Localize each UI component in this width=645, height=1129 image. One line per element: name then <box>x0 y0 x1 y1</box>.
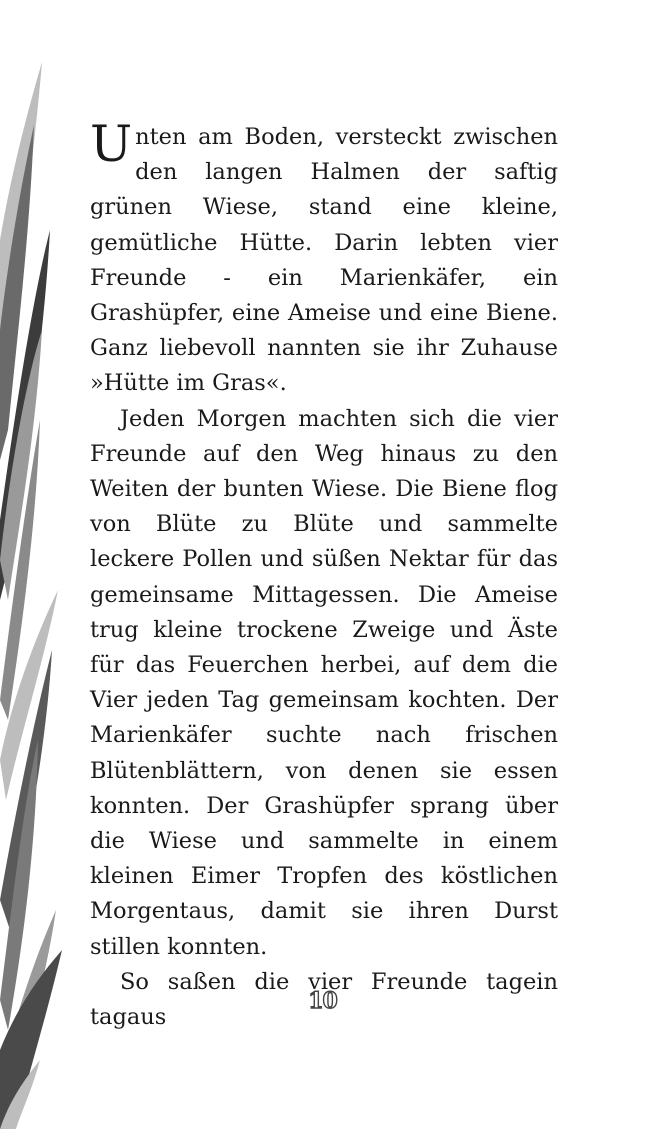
paragraph-3: So saßen die vier Freunde tagein tagaus <box>90 968 558 1031</box>
paragraph-1 <box>90 115 558 402</box>
drop-cap: U <box>90 115 133 173</box>
page-number: 10 <box>308 988 337 1014</box>
paragraph-2: Jeden Morgen machten sich die vier Freunde auf den Weg hinaus zu den Weiten der bunten Wiese. Die Biene flog von Blüte zu Blüte und sammelte leckere Pollen und süßen Nektar für das gemeinsame Mittagessen. Die Ameise trug kleine trockene Zweige und Äste für das Feuerchen herbei, auf dem die Vier jeden Tag gemeinsam kochten. Der Marienkäfer suchte nach frischen Blütenblättern, von denen sie essen konnten. Der Grashüpfer sprang über die Wiese und sammelte in einem kleinen Eimer Tropfen des köstlichen Morgentaus, damit sie ihren Durst stillen konnten. <box>90 405 558 960</box>
paragraph-1-text: nten am Boden, versteckt zwischen den langen Halmen der saftig grünen Wiese, stand eine kleine, gemütliche Hütte. Darin lebten vier Freunde - ein Marienkäfer, ein Grashüpfer, eine Ameise und eine Biene. Ganz liebevoll nannten sie ihr Zuhause »Hütte im Gras«. <box>90 124 558 397</box>
body-text <box>90 115 558 1035</box>
